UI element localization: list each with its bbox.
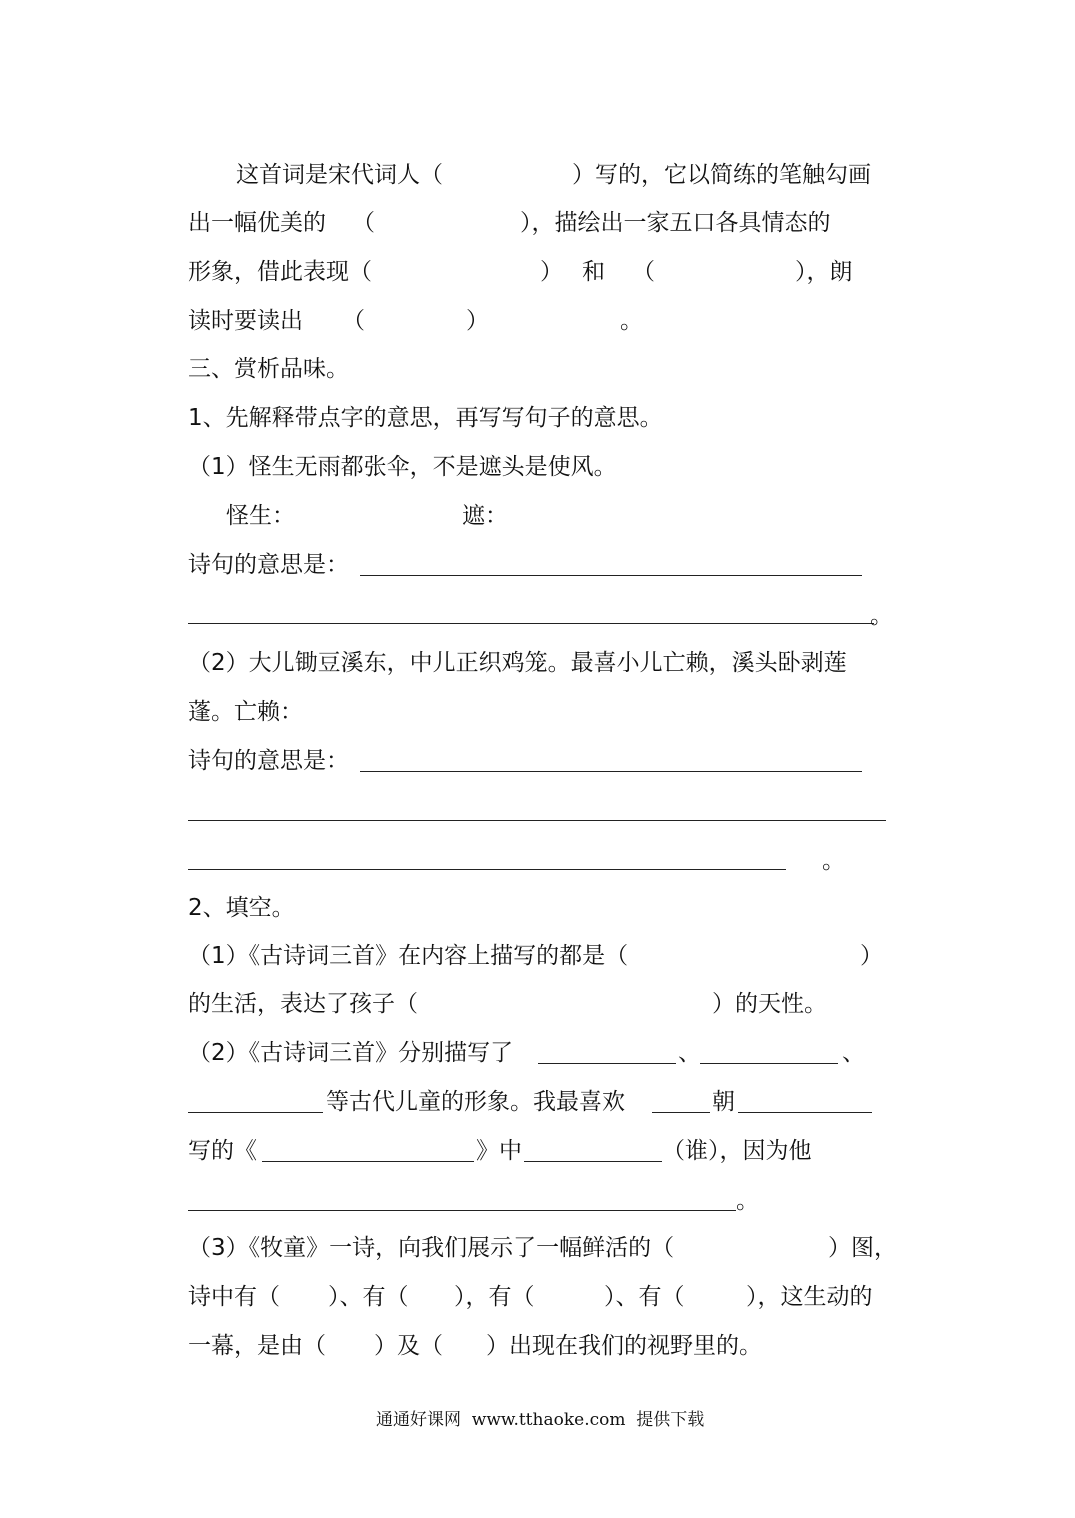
answer-line[interactable]: [652, 1112, 710, 1113]
answer-line[interactable]: [524, 1161, 662, 1162]
intro-line-1-b: ）写的，它以简练的笔触勾画: [572, 162, 871, 188]
q2-item1-line1-a: （1）《古诗词三首》在内容上描写的都是（: [188, 943, 629, 969]
q1-poem-line-2a: （2）大儿锄豆溪东，中儿正织鸡笼。最喜小儿亡赖，溪头卧剥莲: [188, 650, 847, 676]
answer-line[interactable]: [188, 820, 886, 821]
q2-item2-line3-a: 写的《: [188, 1138, 257, 1164]
q1-meaning-label-1: 诗句的意思是：: [188, 552, 349, 578]
answer-line[interactable]: [538, 1063, 676, 1064]
q1-poem-line-1: （1）怪生无雨都张伞，不是遮头是使风。: [188, 454, 617, 480]
section-heading: 三、赏析品味。: [188, 356, 349, 382]
intro-line-4-a: 读时要读出: [188, 308, 303, 334]
answer-line[interactable]: [188, 1112, 323, 1113]
q2-item3-line3-c: ）出现在我们的视野里的。: [486, 1333, 762, 1359]
intro-line-4-d: 。: [620, 308, 643, 334]
answer-line[interactable]: [188, 869, 786, 870]
q1-poem-line-2b: 蓬。亡赖：: [188, 699, 303, 725]
q2-item3-line2-e: ），这生动的: [746, 1284, 873, 1310]
q1-title: 1、先解释带点字的意思，再写写句子的意思。: [188, 405, 663, 431]
q2-item2-comma-1: 、: [678, 1040, 701, 1066]
q2-item1-line2-a: 的生活，表达了孩子（: [188, 991, 418, 1017]
q2-item1-line2-b: ）的天性。: [712, 991, 827, 1017]
intro-line-1-a: 这首词是宋代词人（: [236, 162, 443, 188]
intro-line-3-c: 和: [582, 259, 605, 285]
answer-line[interactable]: [360, 575, 862, 576]
intro-line-2-c: ），描绘出一家五口各具情态的: [520, 210, 831, 236]
q2-item2-line2-b: 朝: [712, 1089, 735, 1115]
q1-end-mark-2: 。: [822, 848, 845, 874]
intro-line-4-b: （: [342, 308, 365, 334]
intro-line-3-d: （: [632, 259, 655, 285]
q2-item2-comma-2: 、: [842, 1040, 865, 1066]
q2-item3-line2-b: ）、有（: [328, 1284, 409, 1310]
q1-word-guaisheng: 怪生：: [226, 503, 295, 529]
q1-meaning-label-2: 诗句的意思是：: [188, 748, 349, 774]
q2-item3-line2-a: 诗中有（: [188, 1284, 280, 1310]
q2-item3-line3-a: 一幕，是由（: [188, 1333, 326, 1359]
q2-item2-line1-a: （2）《古诗词三首》分别描写了: [188, 1040, 514, 1066]
q1-word-zhe: 遮：: [462, 503, 508, 529]
q2-item3-line3-b: ）及（: [374, 1333, 443, 1359]
q2-item3-line2-c: ），有（: [454, 1284, 535, 1310]
intro-line-2-b: （: [352, 210, 375, 236]
answer-line[interactable]: [738, 1112, 872, 1113]
answer-line[interactable]: [188, 1210, 736, 1211]
answer-line[interactable]: [188, 623, 874, 624]
q2-title: 2、填空。: [188, 895, 295, 921]
answer-line[interactable]: [700, 1063, 838, 1064]
intro-line-4-c: ）: [466, 308, 489, 334]
intro-line-3-e: ），朗: [795, 259, 853, 285]
q2-item2-line2-a: 等古代儿童的形象。我最喜欢: [326, 1089, 625, 1115]
q2-item3-line1-b: ）图，: [828, 1235, 897, 1261]
q2-item2-line3-c: （谁），因为他: [662, 1138, 812, 1164]
q2-item3-line1-a: （3）《牧童》一诗，向我们展示了一幅鲜活的（: [188, 1235, 675, 1261]
q1-end-mark-1: 。: [870, 603, 893, 629]
q2-item2-line3-b: 》中: [476, 1138, 522, 1164]
page-footer: 通通好课网 www.tthaoke.com 提供下载: [376, 1410, 705, 1430]
answer-line[interactable]: [262, 1161, 474, 1162]
q2-item1-line1-b: ）: [860, 943, 883, 969]
intro-line-3-a: 形象，借此表现（: [188, 259, 372, 285]
answer-line[interactable]: [360, 771, 862, 772]
intro-line-3-b: ）: [540, 259, 563, 285]
intro-line-2-a: 出一幅优美的: [188, 210, 326, 236]
q2-item3-line2-d: ）、有（: [604, 1284, 685, 1310]
q2-item2-end-mark: 。: [736, 1188, 759, 1214]
